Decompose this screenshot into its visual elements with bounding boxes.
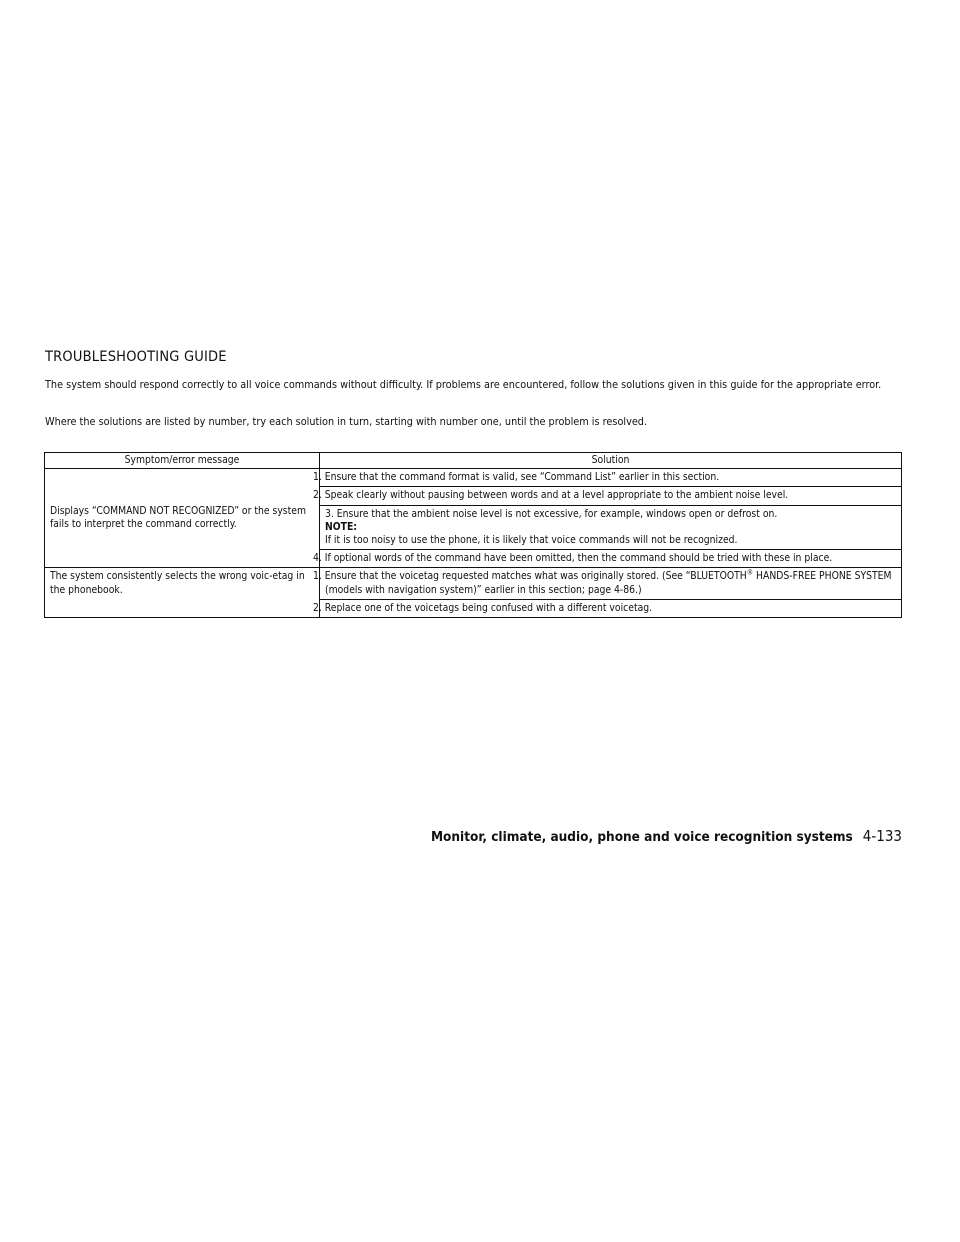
registered-mark: ® [746,569,754,577]
troubleshooting-table [44,452,902,618]
symptom-cell: Displays “COMMAND NOT RECOGNIZED” or the system fails to interpret the command correctly. [45,469,320,568]
table-row [45,469,902,487]
solution-text-end: HANDS-FREE PHONE SYSTEM (models with navigation system)” earlier in this section; page 4-86.) [325,570,892,596]
footer-chapter-title: Monitor, climate, audio, phone and voice recognition systems [430,829,853,845]
section-title: TROUBLESHOOTING GUIDE [45,349,227,365]
solution-text: 3. Ensure that the ambient noise level is not excessive, for example, windows open or defrost on. [325,507,778,520]
table-header-row [45,453,902,469]
solution-cell: 2. Speak clearly without pausing between words and at a level appropriate to the ambient noise level. [320,487,902,505]
solution-text-start: 1. Ensure that the voicetag requested matches what was originally stored. (See “BLUETOOTH [313,570,747,583]
solution-cell-with-note [320,505,902,550]
solution-cell: 4. If optional words of the command have been omitted, then the command should be tried with these in place. [320,550,902,568]
intro-paragraph-1: The system should respond correctly to all voice commands without difficulty. If problems are encountered, follow the solutions given in this guide for the appropriate error. [45,378,882,391]
note-text: If it is too noisy to use the phone, it is likely that voice commands will not be recognized. [325,534,738,547]
solution-cell: 2. Replace one of the voicetags being confused with a different voicetag. [320,599,902,617]
footer-page-number: 4-133 [862,827,902,845]
solution-cell: 1. Ensure that the command format is valid, see “Command List” earlier in this section. [320,469,902,487]
intro-paragraph-2: Where the solutions are listed by number, try each solution in turn, starting with number one, until the problem is resolved. [45,415,648,428]
note-label: NOTE: [325,520,357,533]
header-symptom: Symptom/error message [45,453,320,469]
solution-cell [313,568,902,599]
symptom-cell: The system consistently selects the wrong voic-etag in the phonebook. [45,568,320,618]
header-solution: Solution [320,453,902,469]
table-row [45,568,902,599]
page-footer [431,827,902,845]
